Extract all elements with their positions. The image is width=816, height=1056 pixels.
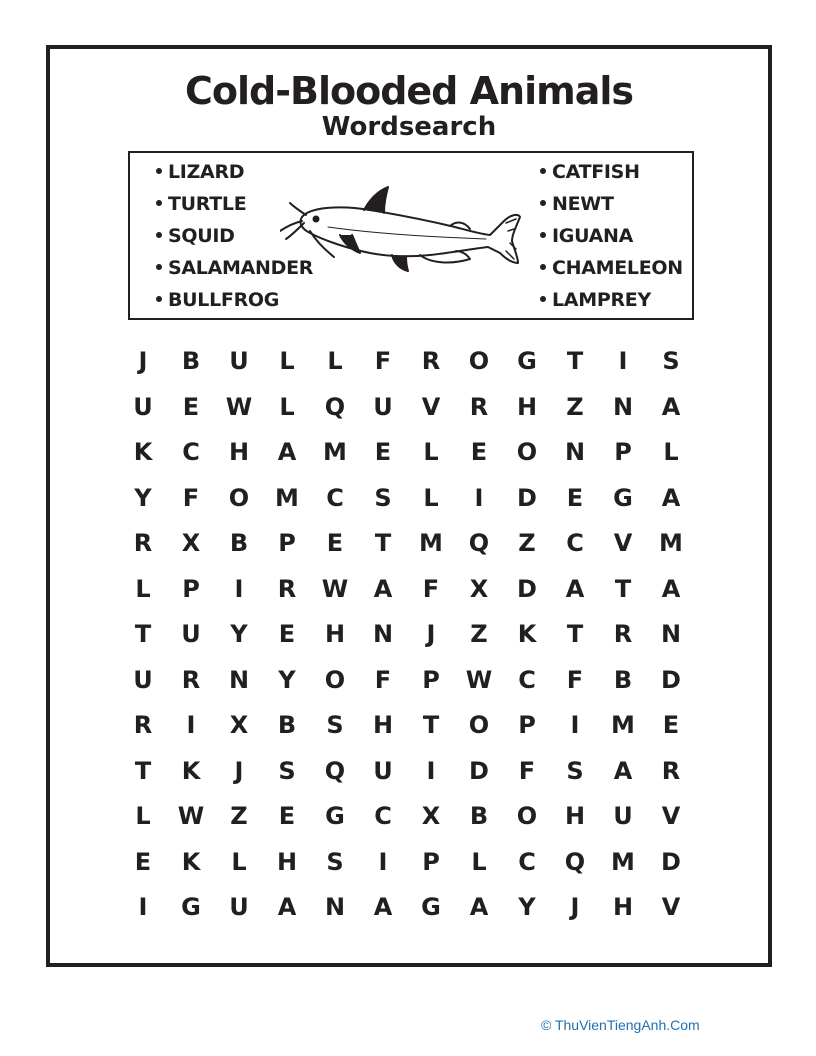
grid-letter[interactable]: A: [661, 483, 681, 512]
grid-letter[interactable]: B: [277, 711, 297, 739]
bullet-icon: [156, 296, 162, 302]
grid-letter[interactable]: X: [181, 529, 201, 557]
grid-letter[interactable]: A: [277, 438, 297, 466]
grid-letter[interactable]: X: [421, 802, 441, 830]
grid-letter[interactable]: M: [611, 711, 635, 739]
grid-letter[interactable]: P: [422, 665, 440, 694]
word-label: BULLFROG: [168, 289, 280, 311]
word-item: [540, 287, 683, 319]
grid-letter[interactable]: G: [517, 347, 537, 375]
grid-letter[interactable]: O: [228, 483, 250, 512]
grid-letter[interactable]: T: [134, 620, 152, 648]
grid-letter[interactable]: I: [378, 847, 388, 876]
grid-letter[interactable]: E: [134, 847, 152, 876]
grid-letter[interactable]: H: [516, 392, 538, 421]
grid-letter[interactable]: S: [374, 483, 392, 512]
grid-letter[interactable]: Z: [470, 620, 488, 648]
grid-letter[interactable]: F: [566, 665, 584, 694]
grid-letter[interactable]: H: [612, 893, 634, 921]
word-label: IGUANA: [552, 225, 634, 247]
grid-letter[interactable]: Y: [230, 620, 248, 648]
grid-letter[interactable]: L: [135, 802, 151, 830]
grid-letter[interactable]: D: [661, 847, 681, 876]
grid-letter[interactable]: J: [426, 620, 436, 648]
word-label: SQUID: [168, 225, 235, 247]
grid-letter[interactable]: L: [279, 392, 295, 421]
grid-letter[interactable]: A: [277, 893, 297, 921]
grid-letter[interactable]: O: [516, 438, 538, 466]
grid-letter[interactable]: J: [138, 347, 148, 375]
word-item: [540, 191, 683, 223]
grid-letter[interactable]: E: [470, 438, 488, 466]
grid-letter[interactable]: R: [277, 574, 297, 603]
grid-letter[interactable]: R: [469, 392, 489, 421]
grid-letter[interactable]: S: [326, 847, 344, 876]
grid-letter[interactable]: O: [324, 665, 346, 694]
grid-letter[interactable]: X: [229, 711, 249, 739]
grid-letter[interactable]: E: [566, 483, 584, 512]
grid-letter[interactable]: H: [228, 438, 250, 466]
grid-letter[interactable]: H: [324, 620, 346, 648]
grid-letter[interactable]: U: [229, 347, 249, 375]
grid-letter[interactable]: J: [234, 756, 244, 785]
grid-letter[interactable]: M: [659, 529, 683, 557]
grid-letter[interactable]: Z: [230, 802, 248, 830]
grid-letter[interactable]: T: [566, 620, 584, 648]
grid-letter[interactable]: F: [374, 347, 392, 375]
grid-letter[interactable]: E: [278, 802, 296, 830]
bullet-icon: [156, 232, 162, 238]
word-item: [540, 255, 683, 287]
grid-letter[interactable]: Q: [468, 529, 490, 557]
grid-letter[interactable]: I: [474, 483, 484, 512]
grid-letter[interactable]: U: [613, 802, 633, 830]
grid-letter[interactable]: C: [182, 438, 200, 466]
grid-letter[interactable]: B: [181, 347, 201, 375]
grid-letter[interactable]: A: [661, 392, 681, 421]
grid-letter[interactable]: Z: [518, 529, 536, 557]
grid-letter[interactable]: A: [613, 756, 633, 785]
word-label: NEWT: [552, 193, 614, 215]
grid-letter[interactable]: T: [614, 574, 632, 603]
grid-letter[interactable]: E: [182, 392, 200, 421]
grid-letter[interactable]: R: [133, 711, 153, 739]
grid-letter[interactable]: K: [181, 756, 201, 785]
word-bank: [128, 151, 694, 320]
grid-letter[interactable]: C: [518, 665, 536, 694]
grid-letter[interactable]: O: [516, 802, 538, 830]
grid-letter[interactable]: C: [566, 529, 584, 557]
word-item: [540, 223, 683, 255]
grid-letter[interactable]: V: [613, 529, 633, 557]
grid-letter[interactable]: N: [612, 392, 634, 421]
grid-letter[interactable]: Z: [566, 392, 584, 421]
grid-letter[interactable]: K: [181, 847, 201, 876]
grid-letter[interactable]: L: [663, 438, 679, 466]
grid-letter[interactable]: Y: [278, 665, 296, 694]
grid-letter[interactable]: N: [228, 665, 250, 694]
grid-letter[interactable]: B: [229, 529, 249, 557]
grid-letter[interactable]: N: [564, 438, 586, 466]
grid-letter[interactable]: G: [181, 893, 201, 921]
grid-letter[interactable]: A: [565, 574, 585, 603]
grid-letter[interactable]: I: [138, 893, 148, 921]
grid-letter[interactable]: I: [618, 347, 628, 375]
grid-letter[interactable]: E: [326, 529, 344, 557]
grid-letter[interactable]: A: [373, 893, 393, 921]
word-item: [540, 159, 683, 191]
grid-letter[interactable]: W: [225, 392, 253, 421]
word-item: [156, 287, 313, 319]
grid-letter[interactable]: U: [181, 620, 201, 648]
grid-letter[interactable]: K: [517, 620, 537, 648]
grid-letter[interactable]: H: [276, 847, 298, 876]
grid-letter[interactable]: T: [134, 756, 152, 785]
word-label: CHAMELEON: [552, 257, 683, 279]
worksheet-frame: [46, 45, 772, 967]
grid-letter[interactable]: P: [614, 438, 632, 466]
grid-letter[interactable]: W: [465, 665, 493, 694]
grid-letter[interactable]: P: [182, 574, 200, 603]
bullet-icon: [540, 232, 546, 238]
word-label: SALAMANDER: [168, 257, 314, 279]
grid-letter[interactable]: C: [326, 483, 344, 512]
word-label: TURTLE: [168, 193, 247, 215]
grid-letter[interactable]: E: [278, 620, 296, 648]
grid-letter[interactable]: N: [324, 893, 346, 921]
grid-letter[interactable]: C: [374, 802, 392, 830]
grid-letter[interactable]: S: [326, 711, 344, 739]
grid-letter[interactable]: L: [327, 347, 343, 375]
bullet-icon: [156, 168, 162, 174]
worksheet-subtitle: Wordsearch: [321, 112, 497, 142]
grid-letter[interactable]: V: [661, 802, 681, 830]
grid-letter[interactable]: R: [133, 529, 153, 557]
grid-letter[interactable]: W: [321, 574, 349, 603]
grid-letter[interactable]: A: [661, 574, 681, 603]
grid-letter[interactable]: I: [570, 711, 580, 739]
grid-letter[interactable]: L: [135, 574, 151, 603]
grid-letter[interactable]: T: [422, 711, 440, 739]
grid-letter[interactable]: B: [469, 802, 489, 830]
grid-letter[interactable]: V: [421, 392, 441, 421]
grid-letter[interactable]: O: [468, 711, 490, 739]
worksheet-title: Cold-Blooded Animals: [185, 69, 633, 113]
bullet-icon: [540, 168, 546, 174]
word-label: CATFISH: [552, 161, 640, 183]
bullet-icon: [156, 264, 162, 270]
grid-letter[interactable]: R: [613, 620, 633, 648]
grid-letter[interactable]: N: [660, 620, 682, 648]
grid-letter[interactable]: X: [469, 574, 489, 603]
grid-letter[interactable]: U: [373, 756, 393, 785]
word-list-right: [540, 159, 683, 319]
grid-letter[interactable]: R: [421, 347, 441, 375]
grid-letter[interactable]: R: [181, 665, 201, 694]
grid-letter[interactable]: I: [426, 756, 436, 785]
grid-letter[interactable]: S: [662, 347, 680, 375]
grid-letter[interactable]: G: [613, 483, 633, 512]
grid-letter[interactable]: F: [182, 483, 200, 512]
grid-letter[interactable]: F: [374, 665, 392, 694]
catfish-icon: [280, 177, 530, 277]
grid-letter[interactable]: Q: [324, 392, 346, 421]
grid-letter[interactable]: G: [421, 893, 441, 921]
word-label: LIZARD: [168, 161, 245, 183]
grid-letter[interactable]: M: [275, 483, 299, 512]
grid-letter[interactable]: H: [372, 711, 394, 739]
grid-letter[interactable]: I: [186, 711, 196, 739]
grid-letter[interactable]: A: [469, 893, 489, 921]
grid-letter[interactable]: K: [133, 438, 153, 466]
grid-letter[interactable]: U: [229, 893, 249, 921]
grid-letter[interactable]: E: [662, 711, 680, 739]
grid-letter[interactable]: P: [518, 711, 536, 739]
grid-letter[interactable]: S: [278, 756, 296, 785]
site-credit: © ThuVienTiengAnh.Com: [541, 1017, 700, 1033]
grid-letter[interactable]: F: [518, 756, 536, 785]
grid-letter[interactable]: A: [373, 574, 393, 603]
grid-letter[interactable]: Y: [134, 483, 152, 512]
grid-letter[interactable]: C: [518, 847, 536, 876]
grid-letter[interactable]: U: [373, 392, 393, 421]
grid-letter[interactable]: H: [564, 802, 586, 830]
grid-letter[interactable]: M: [611, 847, 635, 876]
grid-letter[interactable]: R: [661, 756, 681, 785]
grid-letter[interactable]: L: [231, 847, 247, 876]
grid-letter[interactable]: Y: [518, 893, 536, 921]
grid-letter[interactable]: B: [613, 665, 633, 694]
bullet-icon: [540, 200, 546, 206]
grid-letter[interactable]: E: [374, 438, 392, 466]
word-label: LAMPREY: [552, 289, 651, 311]
grid-letter[interactable]: M: [323, 438, 347, 466]
grid-letter[interactable]: D: [517, 574, 537, 603]
grid-letter[interactable]: U: [133, 665, 153, 694]
bullet-icon: [540, 264, 546, 270]
grid-letter[interactable]: L: [423, 483, 439, 512]
bullet-icon: [540, 296, 546, 302]
grid-letter[interactable]: D: [469, 756, 489, 785]
grid-letter[interactable]: O: [468, 347, 490, 375]
grid-letter[interactable]: M: [419, 529, 443, 557]
bullet-icon: [156, 200, 162, 206]
grid-letter[interactable]: L: [423, 438, 439, 466]
grid-letter[interactable]: J: [570, 893, 580, 921]
grid-letter[interactable]: T: [566, 347, 584, 375]
grid-letter[interactable]: S: [566, 756, 584, 785]
grid-letter[interactable]: V: [661, 893, 681, 921]
grid-letter[interactable]: D: [661, 665, 681, 694]
grid-letter[interactable]: F: [422, 574, 440, 603]
grid-letter[interactable]: T: [374, 529, 392, 557]
grid-letter[interactable]: W: [177, 802, 205, 830]
grid-letter[interactable]: N: [372, 620, 394, 648]
grid-letter[interactable]: L: [471, 847, 487, 876]
grid-letter[interactable]: U: [133, 392, 153, 421]
grid-letter[interactable]: L: [279, 347, 295, 375]
grid-letter[interactable]: Q: [324, 756, 346, 785]
grid-letter[interactable]: Q: [564, 847, 586, 876]
grid-letter[interactable]: G: [325, 802, 345, 830]
grid-letter[interactable]: P: [422, 847, 440, 876]
grid-letter[interactable]: I: [234, 574, 244, 603]
grid-letter[interactable]: D: [517, 483, 537, 512]
grid-letter[interactable]: P: [278, 529, 296, 557]
